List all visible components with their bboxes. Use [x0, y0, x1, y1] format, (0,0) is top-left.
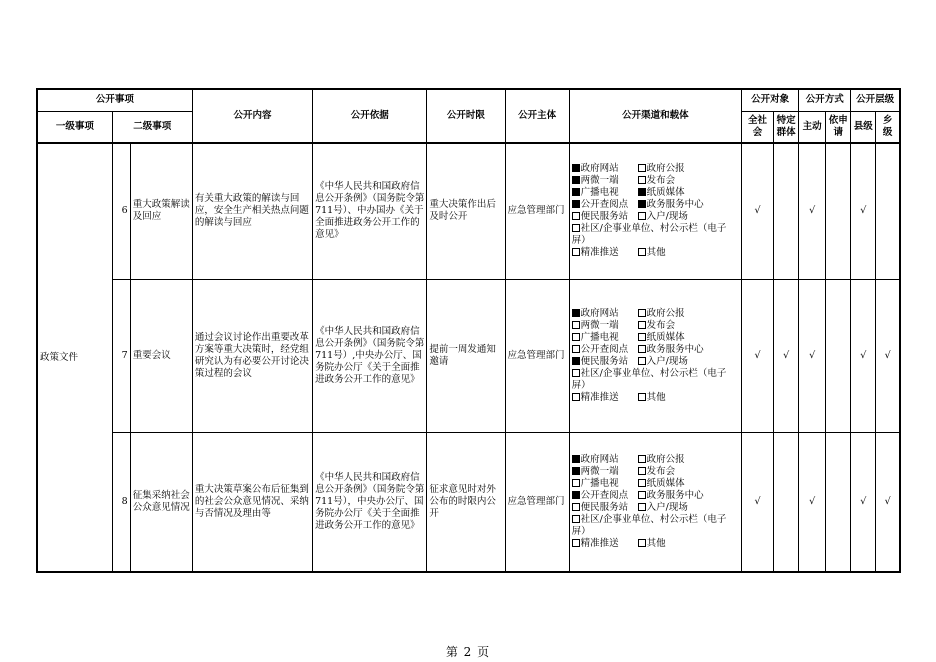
header-basis: 公开依据	[313, 89, 427, 143]
row-name: 重大政策解读及回应	[130, 143, 192, 279]
row-content: 有关重大政策的解读与回应，安全生产相关热点问题的解读与回应	[192, 143, 312, 279]
category-cell: 政策文件	[37, 143, 112, 572]
row-number: 6	[112, 143, 130, 279]
mark-method-active: √	[799, 143, 826, 279]
channel-option	[638, 356, 688, 367]
channel-option	[638, 332, 685, 343]
channel-row	[572, 247, 739, 259]
channel-label: 纸质媒体	[646, 331, 685, 343]
channel-label: 社区/企事业单位、村公示栏（电子屏）	[571, 513, 727, 537]
channel-option	[572, 175, 619, 186]
empty-box-icon	[638, 455, 646, 463]
channel-option	[572, 466, 619, 477]
channel-option	[572, 490, 629, 501]
channel-row	[572, 514, 739, 538]
channel-label: 便民服务站	[580, 355, 629, 367]
mark-target-special	[774, 432, 799, 572]
header-level-town: 乡级	[876, 111, 900, 143]
channel-label: 两微一端	[580, 175, 619, 187]
empty-box-icon	[572, 393, 580, 401]
channel-label: 政务服务中心	[646, 199, 704, 211]
mark-level-town: √	[876, 279, 900, 432]
empty-box-icon	[638, 321, 646, 329]
checked-box-icon	[572, 491, 580, 499]
row-content: 通过会议讨论作出重要改革方案等重大决策时，经党组研究认为有必要公开讨论决策过程的会议	[192, 279, 312, 432]
mark-target-special	[774, 143, 799, 279]
channel-option	[638, 502, 688, 513]
channel-row	[572, 368, 739, 392]
channel-label: 公开查阅点	[580, 343, 629, 355]
empty-box-icon	[638, 164, 646, 172]
row-time: 重大决策作出后及时公开	[427, 143, 505, 279]
empty-box-icon	[572, 248, 580, 256]
channel-row	[572, 454, 739, 466]
empty-box-icon	[638, 539, 646, 547]
channel-option	[572, 308, 619, 319]
row-basis: 《中华人民共和国政府信息公开条例》（国务院令第711号）、中办国办《关于全面推进政务公开工作的意见》	[313, 143, 427, 279]
channel-option	[638, 308, 685, 319]
row-basis: 《中华人民共和国政府信息公开条例》（国务院令第711号）,中央办公厅、国务院办公厅《关于全面推进政务公开工作的意见》	[313, 279, 427, 432]
empty-box-icon	[638, 248, 646, 256]
checked-box-icon	[572, 455, 580, 463]
empty-box-icon	[572, 503, 580, 511]
header-method: 公开方式	[799, 89, 851, 111]
checked-box-icon	[572, 176, 580, 184]
channel-row	[572, 332, 739, 344]
channel-label: 社区/企事业单位、村公示栏（电子屏）	[571, 367, 727, 391]
row-subject: 应急管理部门	[505, 143, 569, 279]
channel-option	[638, 490, 704, 501]
checked-box-icon	[572, 357, 580, 365]
row-number: 7	[112, 279, 130, 432]
channel-option	[572, 502, 629, 513]
empty-box-icon	[572, 345, 580, 353]
channel-label: 两微一端	[580, 319, 619, 331]
header-method-active: 主动	[799, 111, 826, 143]
channel-label: 其他	[646, 537, 666, 549]
channel-option	[572, 344, 629, 355]
empty-box-icon	[638, 491, 646, 499]
channel-option	[572, 514, 727, 537]
checked-box-icon	[572, 200, 580, 208]
channel-label: 政府网站	[580, 163, 619, 175]
channel-row	[572, 538, 739, 550]
mark-level-town: √	[876, 432, 900, 572]
empty-box-icon	[572, 321, 580, 329]
empty-box-icon	[638, 176, 646, 184]
channel-label: 便民服务站	[580, 501, 629, 513]
header-time: 公开时限	[427, 89, 505, 143]
channel-option	[572, 211, 629, 222]
empty-box-icon	[638, 345, 646, 353]
checked-box-icon	[572, 309, 580, 317]
channel-row	[572, 392, 739, 404]
channel-row	[572, 320, 739, 332]
mark-level-county: √	[851, 279, 876, 432]
channel-row	[572, 490, 739, 502]
empty-box-icon	[572, 224, 580, 232]
channel-option	[572, 320, 619, 331]
empty-box-icon	[572, 539, 580, 547]
row-time: 征求意见时对外公布的时限内公开	[427, 432, 505, 572]
mark-method-active: √	[799, 432, 826, 572]
channel-option	[572, 247, 619, 258]
channel-option	[638, 538, 666, 549]
channel-option	[638, 454, 685, 465]
page-footer: 第 2 页	[445, 645, 491, 659]
channel-label: 社区/企事业单位、村公示栏（电子屏）	[571, 223, 727, 247]
channel-option	[572, 332, 619, 343]
row-basis: 《中华人民共和国政府信息公开条例》（国务院令第711号），中央办公厅、国务院办公厅《关于全面推进政务公开工作的意见》	[313, 432, 427, 572]
channel-option	[638, 344, 704, 355]
row-time: 提前一周发通知邀请	[427, 279, 505, 432]
channel-option	[572, 392, 619, 403]
empty-box-icon	[572, 333, 580, 341]
channel-label: 精准推送	[580, 537, 619, 549]
channel-row	[572, 356, 739, 368]
channel-label: 公开查阅点	[580, 199, 629, 211]
channel-label: 政府网站	[580, 453, 619, 465]
header-level-county: 县级	[851, 111, 876, 143]
channel-label: 政府网站	[580, 307, 619, 319]
channel-option	[638, 247, 666, 258]
channel-row	[572, 308, 739, 320]
channel-label: 政府公报	[646, 453, 685, 465]
mark-target-all: √	[742, 279, 774, 432]
channel-option	[638, 187, 685, 198]
channel-label: 广播电视	[580, 477, 619, 489]
channel-option	[638, 163, 685, 174]
channel-label: 其他	[646, 247, 666, 259]
header-level1: 一级事项	[37, 111, 112, 143]
empty-box-icon	[638, 479, 646, 487]
channel-label: 广播电视	[580, 187, 619, 199]
checked-box-icon	[572, 188, 580, 196]
header-method-request: 依申请	[826, 111, 851, 143]
mark-target-special: √	[774, 279, 799, 432]
channel-option	[572, 454, 619, 465]
channel-row	[572, 163, 739, 175]
header-content: 公开内容	[192, 89, 312, 143]
channel-option	[572, 187, 619, 198]
channel-option	[638, 320, 676, 331]
table-row	[37, 279, 900, 432]
channel-label: 公开查阅点	[580, 489, 629, 501]
channel-option	[638, 175, 676, 186]
empty-box-icon	[572, 515, 580, 523]
channel-option	[572, 356, 629, 367]
channel-label: 发布会	[646, 175, 676, 187]
empty-box-icon	[638, 393, 646, 401]
mark-method-request	[826, 143, 851, 279]
row-subject: 应急管理部门	[505, 432, 569, 572]
channel-label: 入户/现场	[646, 501, 688, 513]
channel-label: 入户/现场	[646, 355, 688, 367]
checked-box-icon	[572, 164, 580, 172]
channel-row	[572, 502, 739, 514]
empty-box-icon	[638, 309, 646, 317]
channel-row	[572, 187, 739, 199]
empty-box-icon	[638, 333, 646, 341]
channel-option	[638, 211, 688, 222]
channel-label: 纸质媒体	[646, 187, 685, 199]
channel-label: 政府公报	[646, 307, 685, 319]
empty-box-icon	[638, 467, 646, 475]
channel-label: 精准推送	[580, 247, 619, 259]
channel-label: 政务服务中心	[646, 489, 704, 501]
mark-target-all: √	[742, 143, 774, 279]
row-subject: 应急管理部门	[505, 279, 569, 432]
table-row	[37, 432, 900, 572]
channel-option	[638, 392, 666, 403]
empty-box-icon	[638, 503, 646, 511]
channel-row	[572, 175, 739, 187]
row-channels	[569, 143, 741, 279]
row-channels	[569, 432, 741, 572]
channel-row	[572, 466, 739, 478]
header-level: 公开层级	[851, 89, 900, 111]
table-row	[37, 143, 900, 279]
header-channels: 公开渠道和载体	[569, 89, 741, 143]
channel-label: 纸质媒体	[646, 477, 685, 489]
channel-option	[572, 478, 619, 489]
channel-option	[572, 538, 619, 549]
empty-box-icon	[572, 212, 580, 220]
mark-level-county: √	[851, 432, 876, 572]
empty-box-icon	[638, 212, 646, 220]
header-subject: 公开主体	[505, 89, 569, 143]
channel-label: 政府公报	[646, 163, 685, 175]
channel-row	[572, 478, 739, 490]
channel-label: 发布会	[646, 319, 676, 331]
row-name: 征集采纳社会公众意见情况	[130, 432, 192, 572]
channel-option	[638, 466, 676, 477]
public-disclosure-table	[36, 88, 901, 573]
header-level2: 二级事项	[112, 111, 192, 143]
header-target: 公开对象	[742, 89, 799, 111]
checked-box-icon	[638, 200, 646, 208]
channel-label: 发布会	[646, 465, 676, 477]
channel-label: 入户/现场	[646, 211, 688, 223]
channel-row	[572, 223, 739, 247]
channel-option	[638, 199, 704, 210]
channel-option	[572, 368, 727, 391]
channel-label: 政务服务中心	[646, 343, 704, 355]
channel-label: 广播电视	[580, 331, 619, 343]
row-name: 重要会议	[130, 279, 192, 432]
header-public-items: 公开事项	[37, 89, 192, 111]
mark-level-town	[876, 143, 900, 279]
mark-level-county: √	[851, 143, 876, 279]
channel-option	[572, 223, 727, 246]
header-target-all: 全社会	[742, 111, 774, 143]
mark-method-request	[826, 432, 851, 572]
channel-label: 两微一端	[580, 465, 619, 477]
channel-label: 精准推送	[580, 391, 619, 403]
empty-box-icon	[638, 357, 646, 365]
channel-option	[638, 478, 685, 489]
channel-row	[572, 199, 739, 211]
empty-box-icon	[572, 369, 580, 377]
mark-method-active: √	[799, 279, 826, 432]
mark-method-request	[826, 279, 851, 432]
channel-option	[572, 163, 619, 174]
mark-target-all: √	[742, 432, 774, 572]
row-content: 重大决策草案公布后征集到的社会公众意见情况、采纳与否情况及理由等	[192, 432, 312, 572]
row-number: 8	[112, 432, 130, 572]
channel-row	[572, 211, 739, 223]
header-target-special: 特定群体	[774, 111, 799, 143]
channel-label: 其他	[646, 391, 666, 403]
empty-box-icon	[572, 479, 580, 487]
checked-box-icon	[572, 467, 580, 475]
channel-label: 便民服务站	[580, 211, 629, 223]
channel-row	[572, 344, 739, 356]
checked-box-icon	[638, 188, 646, 196]
channel-option	[572, 199, 629, 210]
row-channels	[569, 279, 741, 432]
